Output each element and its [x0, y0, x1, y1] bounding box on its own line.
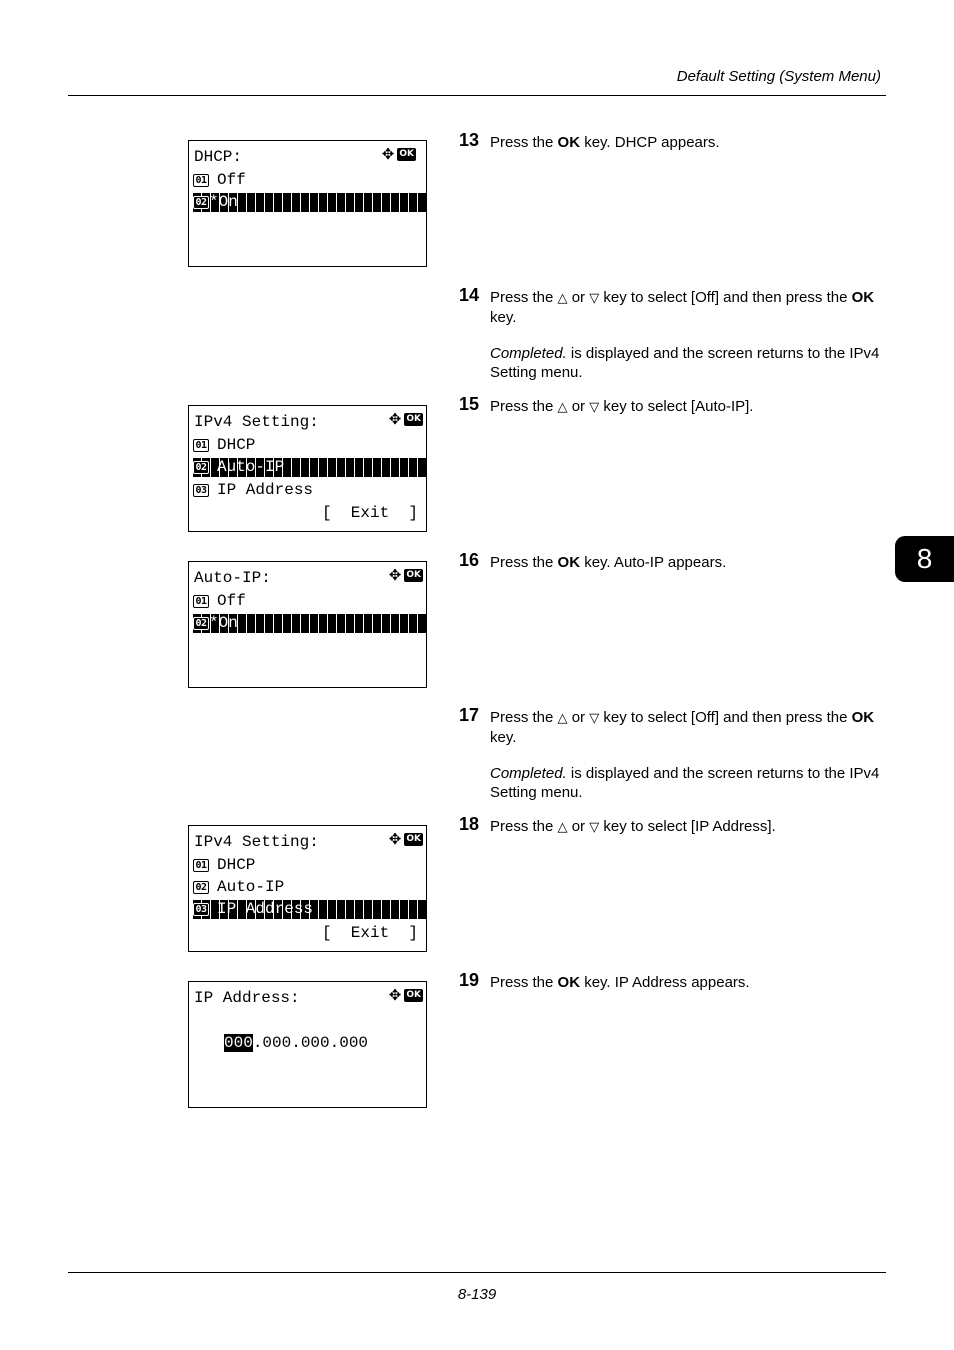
step-text: key to select [Off] and then press the [599, 289, 852, 306]
lcd-menu-row [193, 436, 426, 455]
step-text: or [567, 398, 590, 415]
lcd-menu-row [193, 592, 426, 611]
down-triangle-icon: ▽ [589, 820, 600, 835]
menu-row-label: IP Address [217, 900, 314, 918]
menu-row-label: IP Address [217, 481, 314, 499]
step-number: 17 [459, 705, 480, 725]
ok-key-label: OK [851, 289, 875, 306]
step-13 [459, 130, 889, 152]
lcd-menu-row [193, 878, 426, 897]
ok-key-label: OK [557, 134, 581, 151]
number-badge: 01 [193, 859, 209, 872]
step-text: key to select [Auto-IP]. [599, 398, 754, 415]
page-header-title: Default Setting (System Menu) [676, 68, 881, 85]
step-text: Press the [490, 974, 558, 991]
step-text: key to select [IP Address]. [599, 818, 776, 835]
nav-ok-icons [382, 147, 416, 162]
number-badge: 02 [193, 617, 209, 630]
cross-arrows-icon: ✥ [381, 145, 395, 163]
menu-row-label: Off [217, 592, 246, 610]
step-text: key. IP Address appears. [580, 974, 750, 991]
step-text: is displayed and the screen returns to the IPv4 Setting menu. [490, 765, 880, 801]
step-text: key. [490, 309, 517, 326]
lcd-panel-ip-address [188, 981, 427, 1108]
ip-octets-rest: .000.000.000 [252, 1034, 369, 1052]
up-triangle-icon: △ [557, 711, 568, 726]
step-text: Press the [490, 134, 558, 151]
step-19 [459, 970, 889, 992]
step-number: 18 [459, 814, 480, 834]
footer-rule [68, 1272, 886, 1273]
step-16 [459, 550, 889, 572]
number-badge: 03 [193, 484, 209, 497]
completed-label: Completed. [490, 765, 567, 782]
number-badge: 01 [193, 595, 209, 608]
cross-arrows-icon: ✥ [388, 830, 402, 848]
menu-row-label: *On [209, 614, 238, 632]
header-rule [68, 95, 886, 96]
lcd-title: IPv4 Setting: [194, 413, 319, 431]
ok-key-label: OK [557, 974, 581, 991]
nav-ok-icons [389, 832, 423, 847]
menu-row-label: DHCP [217, 856, 256, 874]
step-14 [459, 285, 889, 382]
lcd-menu-row [193, 481, 426, 500]
lcd-title: IPv4 Setting: [194, 833, 319, 851]
lcd-menu-row-selected [193, 193, 426, 212]
chapter-tab: 8 [895, 536, 954, 582]
number-badge: 01 [193, 439, 209, 452]
step-18 [459, 814, 889, 837]
step-number: 13 [459, 130, 480, 150]
number-badge: 02 [193, 461, 209, 474]
step-15 [459, 394, 889, 417]
ok-key-icon: OK [406, 990, 421, 1000]
ok-key-icon: OK [399, 149, 414, 159]
menu-row-label: Auto-IP [217, 878, 285, 896]
number-badge: 03 [193, 903, 209, 916]
step-text: Press the [490, 818, 558, 835]
lcd-panel-auto-ip [188, 561, 427, 688]
lcd-menu-row [193, 171, 426, 190]
lcd-menu-row-selected [193, 900, 426, 919]
lcd-panel-ipv4-setting-2 [188, 825, 427, 952]
lcd-menu-row-selected [193, 458, 426, 477]
step-text: Press the [490, 709, 558, 726]
cross-arrows-icon: ✥ [388, 566, 402, 584]
menu-row-label: DHCP [217, 436, 256, 454]
lcd-menu-row [193, 856, 426, 875]
step-number: 16 [459, 550, 480, 570]
step-text: Press the [490, 554, 558, 571]
step-17 [459, 705, 889, 802]
ip-address-value [224, 1034, 368, 1052]
lcd-title: DHCP: [194, 148, 243, 166]
down-triangle-icon: ▽ [589, 711, 600, 726]
menu-row-label: *On [209, 193, 238, 211]
step-text: or [567, 818, 590, 835]
cross-arrows-icon: ✥ [388, 410, 402, 428]
step-text: key. Auto-IP appears. [580, 554, 727, 571]
number-badge: 02 [193, 881, 209, 894]
lcd-title: IP Address: [194, 989, 300, 1007]
nav-ok-icons [389, 568, 423, 583]
step-text: or [567, 289, 590, 306]
lcd-menu-row-selected [193, 614, 426, 633]
step-number: 15 [459, 394, 480, 414]
completed-label: Completed. [490, 345, 567, 362]
lcd-title: Auto-IP: [194, 569, 271, 587]
cross-arrows-icon: ✥ [388, 986, 402, 1004]
nav-ok-icons [389, 988, 423, 1003]
up-triangle-icon: △ [557, 400, 568, 415]
step-text: key to select [Off] and then press the [599, 709, 852, 726]
down-triangle-icon: ▽ [589, 291, 600, 306]
ok-key-label: OK [851, 709, 875, 726]
lcd-panel-dhcp [188, 140, 427, 267]
up-triangle-icon: △ [557, 820, 568, 835]
ip-octet-cursor: 000 [224, 1034, 253, 1052]
step-text: key. DHCP appears. [580, 134, 720, 151]
exit-softkey: [ Exit ] [321, 504, 418, 522]
number-badge: 02 [193, 196, 209, 209]
ok-key-icon: OK [406, 834, 421, 844]
ok-key-label: OK [557, 554, 581, 571]
step-text: is displayed and the screen returns to the IPv4 Setting menu. [490, 345, 880, 381]
menu-row-label: Auto-IP [217, 458, 285, 476]
nav-ok-icons [389, 412, 423, 427]
lcd-panel-ipv4-setting [188, 405, 427, 532]
step-text: key. [490, 729, 517, 746]
menu-row-label: Off [217, 171, 246, 189]
step-number: 19 [459, 970, 480, 990]
page-number: 8-139 [457, 1286, 497, 1303]
step-text: Press the [490, 289, 558, 306]
down-triangle-icon: ▽ [589, 400, 600, 415]
exit-softkey: [ Exit ] [321, 924, 418, 942]
up-triangle-icon: △ [557, 291, 568, 306]
step-text: Press the [490, 398, 558, 415]
step-text: or [567, 709, 590, 726]
number-badge: 01 [193, 174, 209, 187]
ok-key-icon: OK [406, 414, 421, 424]
step-number: 14 [459, 285, 480, 305]
ok-key-icon: OK [406, 570, 421, 580]
